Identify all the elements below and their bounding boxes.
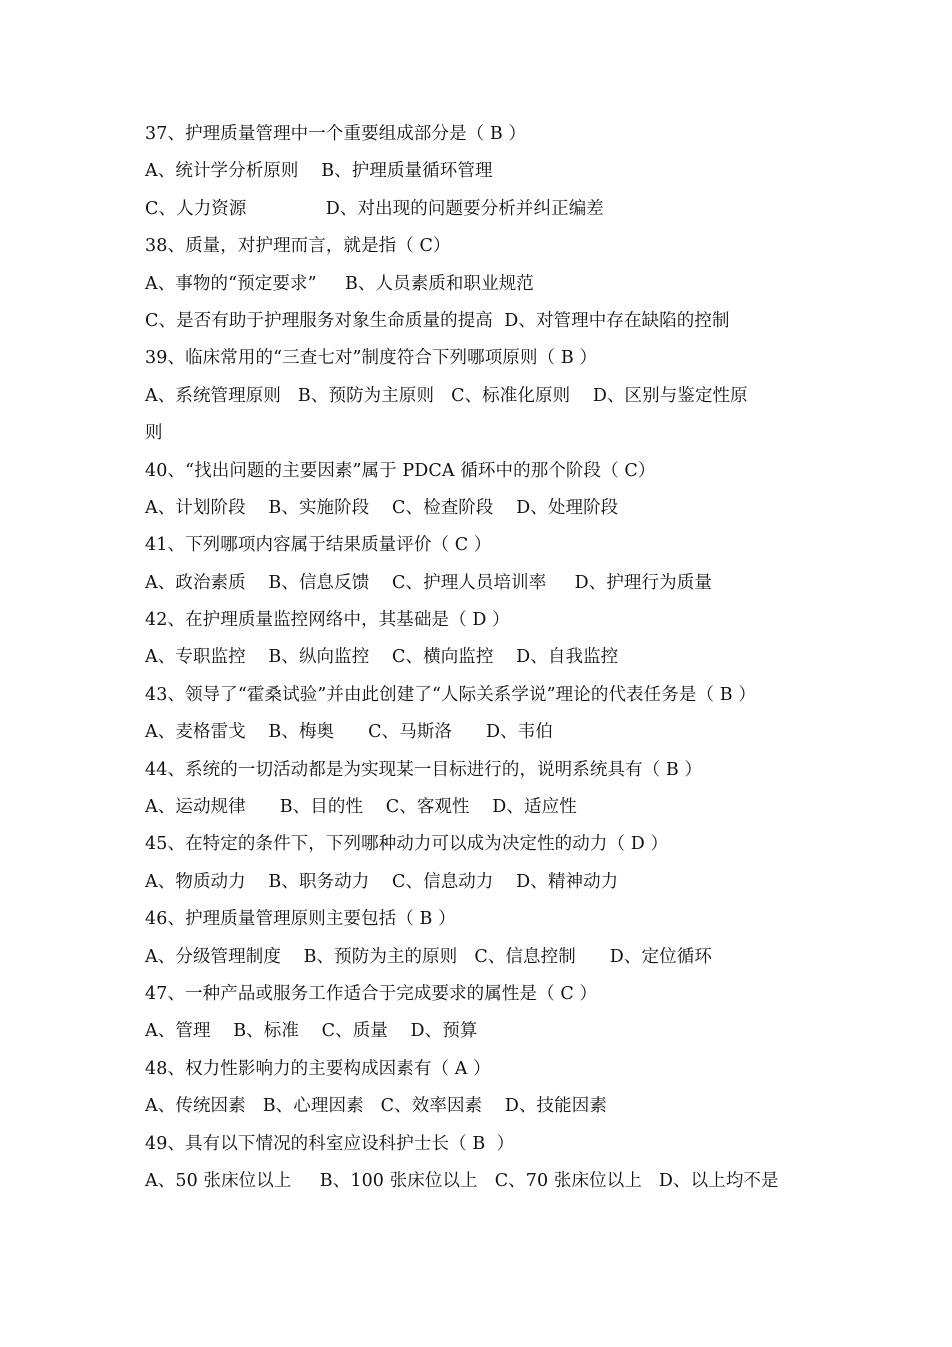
question-41: 41、下列哪项内容属于结果质量评价（ C ） [145,535,492,556]
question-38: 38、质量，对护理而言，就是指（ C） [145,236,451,257]
question-46: 46、护理质量管理原则主要包括（ B ） [145,909,456,930]
answer-options-38a: A、事物的“预定要求” B、人员素质和职业规范 [145,273,534,294]
answer-options-41: A、政治素质 B、信息反馈 C、护理人员培训率 D、护理行为质量 [145,572,712,593]
answer-options-44: A、运动规律 B、目的性 C、客观性 D、适应性 [145,797,577,818]
answer-options-38b: C、是否有助于护理服务对象生命质量的提高 D、对管理中存在缺陷的控制 [145,310,730,331]
answer-options-49: A、50 张床位以上 B、100 张床位以上 C、70 张床位以上 D、以上均不是 [145,1170,779,1191]
answer-options-43: A、麦格雷戈 B、梅奥 C、马斯洛 D、韦伯 [145,722,553,743]
answer-options-45: A、物质动力 B、职务动力 C、信息动力 D、精神动力 [145,871,619,892]
answer-options-39: A、系统管理原则 B、预防为主原则 C、标准化原则 D、区别与鉴定性原 [145,385,748,406]
question-43: 43、领导了“霍桑试验”并由此创建了“人际关系学说”理论的代表任务是（ B ） [145,684,756,705]
answer-options-42: A、专职监控 B、纵向监控 C、横向监控 D、自我监控 [145,647,619,668]
question-48: 48、权力性影响力的主要构成因素有（ A ） [145,1058,491,1079]
answer-options-39-wrap: 则 [145,423,163,444]
question-37: 37、护理质量管理中一个重要组成部分是（ B ） [145,124,527,144]
answer-options-48: A、传统因素 B、心理因素 C、效率因素 D、技能因素 [145,1096,607,1117]
question-42: 42、在护理质量监控网络中，其基础是（ D ） [145,610,510,631]
question-40: 40、“找出问题的主要因素”属于 PDCA 循环中的那个阶段（ C） [145,460,656,481]
answer-options-40: A、计划阶段 B、实施阶段 C、检查阶段 D、处理阶段 [145,497,619,518]
answer-options-47: A、管理 B、标准 C、质量 D、预算 [145,1021,478,1042]
question-49: 49、具有以下情况的科室应设科护士长（ B ） [145,1133,515,1154]
answer-options-37b: C、人力资源 D、对出现的问题要分析并纠正编差 [145,198,604,219]
question-45: 45、在特定的条件下，下列哪种动力可以成为决定性的动力（ D ） [145,834,669,855]
question-39: 39、临床常用的“三查七对”制度符合下列哪项原则（ B ） [145,348,598,369]
question-44: 44、系统的一切活动都是为实现某一目标进行的，说明系统具有（ B ） [145,759,703,780]
question-47: 47、一种产品或服务工作适合于完成要求的属性是（ C ） [145,983,598,1004]
question-list [145,116,825,1200]
answer-options-37a: A、统计学分析原则 B、护理质量循环管理 [145,161,493,182]
answer-options-46: A、分级管理制度 B、预防为主的原则 C、信息控制 D、定位循环 [145,946,712,967]
